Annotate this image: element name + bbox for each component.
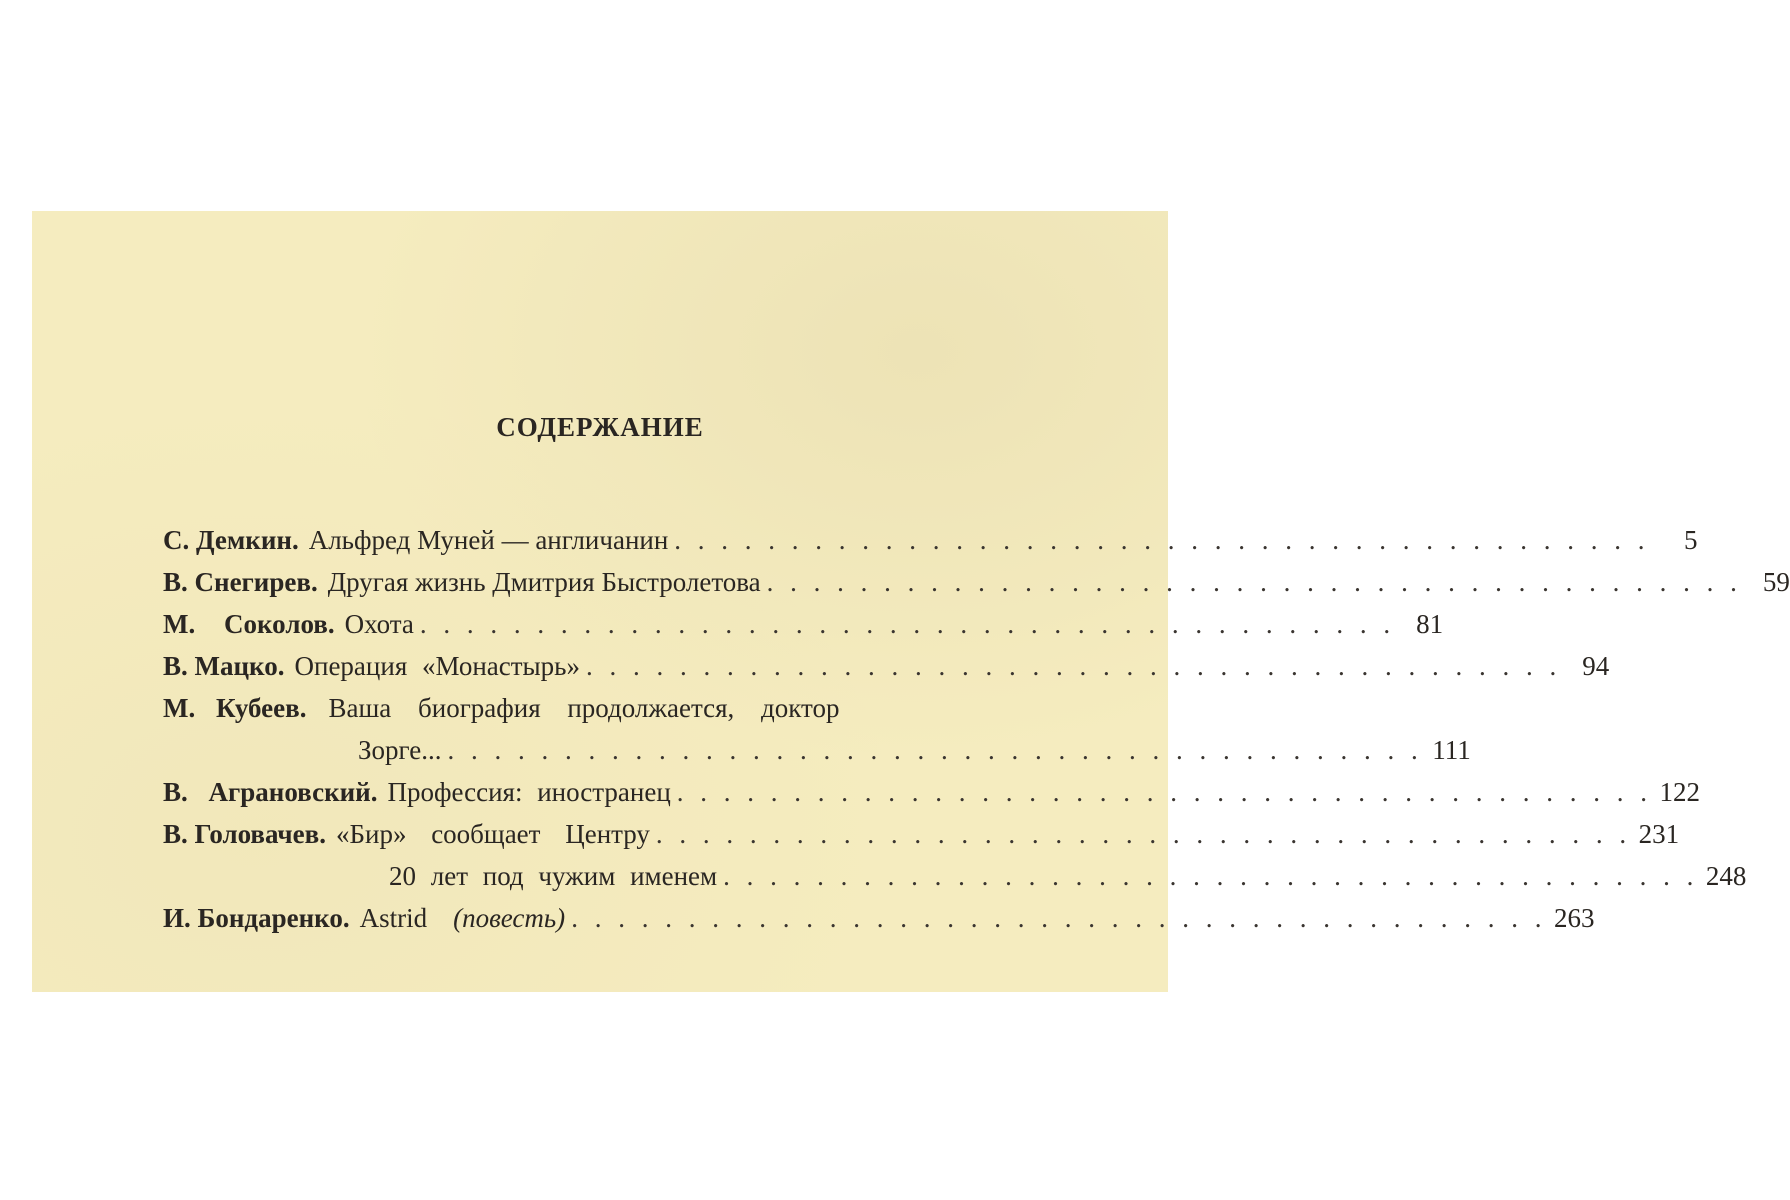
entry-title: Альфред Муней — англичанин: [308, 525, 669, 555]
leader-dots: . . . . . . . . . . . . . . . . . . . . . . . . . . . . . . . . . . . . . . . . . .: [723, 861, 1699, 891]
leader-dots: . . . . . . . . . . . . . . . . . . . . . . . . . . . . . . . . . . . . . . . . . .: [655, 819, 1632, 849]
entry-title: Охота: [344, 609, 414, 639]
entry-page: 59: [1762, 567, 1790, 597]
entry-page: 94: [1582, 651, 1610, 681]
entry-author: В. Головачев.: [163, 819, 326, 849]
toc-entry: [163, 645, 1610, 687]
toc-entry: [163, 813, 1680, 855]
entry-title: «Бир» сообщает Центру: [335, 819, 650, 849]
entry-page: 81: [1416, 609, 1444, 639]
entry-author: С. Демкин.: [163, 525, 299, 555]
entry-page: 122: [1659, 777, 1701, 807]
leader-dots: . . . . . . . . . . . . . . . . . . . . . . . . . . . . . . . . . . . . . . . . . .: [419, 609, 1396, 639]
book-page: [32, 211, 1790, 992]
entry-page: 248: [1705, 861, 1747, 891]
entry-author: М. Соколов.: [163, 609, 335, 639]
entry-author: М. Кубеев.: [163, 693, 307, 723]
entry-author: И. Бондаренко.: [163, 903, 350, 933]
entry-author: В. Мацко.: [163, 651, 285, 681]
leader-dots: . . . . . . . . . . . . . . . . . . . . . . . . . . . . . . . . . . . . . . . . . .: [676, 777, 1653, 807]
entry-title: Ваша биография продолжается, доктор: [328, 693, 840, 723]
table-of-contents: [163, 519, 1790, 939]
entry-page: 263: [1553, 903, 1595, 933]
entry-title: Зорге...: [358, 735, 442, 765]
leader-dots: . . . . . . . . . . . . . . . . . . . . . . . . . . . . . . . . . . . . . . . . . .: [766, 567, 1742, 597]
toc-entry: [163, 855, 1747, 897]
entry-title: Astrid: [359, 903, 428, 933]
entry-genre: (повесть): [453, 903, 566, 933]
toc-entry: [163, 519, 1698, 561]
leader-dots: . . . . . . . . . . . . . . . . . . . . . . . . . . . . . . . . . . . . . . . . . .: [447, 735, 1423, 765]
entry-author: В. Аграновский.: [163, 777, 378, 807]
leader-dots: . . . . . . . . . . . . . . . . . . . . . . . . . . . . . . . . . . . . . . . . . .: [586, 651, 1562, 681]
toc-entry-continued: [163, 729, 1471, 771]
leader-dots: . . . . . . . . . . . . . . . . . . . . . . . . . . . . . . . . . . . . . . . . . .: [674, 525, 1650, 555]
entry-page: 231: [1638, 819, 1680, 849]
entry-title: Другая жизнь Дмитрия Быстролетова: [327, 567, 761, 597]
toc-entry: [163, 771, 1701, 813]
toc-entry: [163, 561, 1790, 603]
page-title: СОДЕРЖАНИЕ: [496, 412, 704, 442]
toc-entry: [163, 897, 1595, 939]
entry-author: В. Снегирев.: [163, 567, 318, 597]
leader-dots: . . . . . . . . . . . . . . . . . . . . . . . . . . . . . . . . . . . . . . . . . .: [571, 903, 1547, 933]
entry-title: 20 лет под чужим именем: [389, 861, 718, 891]
entry-title: Профессия: иностранец: [387, 777, 671, 807]
toc-entry: [163, 687, 1078, 729]
entry-page: 111: [1432, 735, 1471, 765]
entry-page: 5: [1684, 525, 1698, 555]
toc-entry: [163, 603, 1444, 645]
entry-title: Операция «Монастырь»: [294, 651, 580, 681]
